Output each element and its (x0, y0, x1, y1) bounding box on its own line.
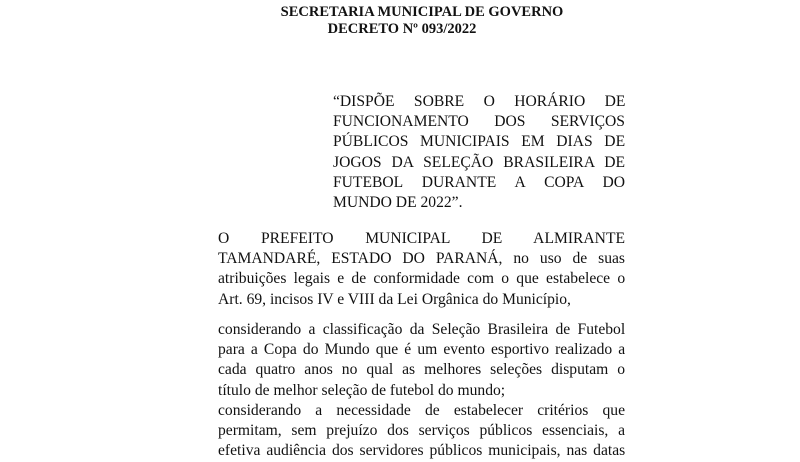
considerando-paragraph-1 (218, 320, 625, 401)
paragraph-line: cada quatro anos no qual as melhores seleções disputam o (218, 361, 625, 379)
summary-line: PÚBLICOS MUNICIPAIS EM DIAS DE (333, 133, 626, 151)
paragraph-line: TAMANDARÉ, ESTADO DO PARANÁ, no uso de suas (218, 250, 625, 268)
paragraph-line: efetiva audiência dos servidores públicos municipais, nas datas (218, 442, 626, 460)
paragraph-line: atribuições legais e de conformidade com o que estabelece o (218, 270, 626, 288)
summary-line: MUNDO DE 2022”. (333, 194, 463, 212)
paragraph-line: O PREFEITO MUNICIPAL DE ALMIRANTE (218, 230, 625, 247)
decree-summary (333, 92, 625, 213)
paragraph-line: título de melhor seleção de futebol do mundo; (218, 381, 506, 399)
decreto-number: DECRETO Nº 093/2022 (327, 21, 477, 37)
secretaria-title: SECRETARIA MUNICIPAL DE GOVERNO (280, 4, 564, 20)
paragraph-line: considerando a classificação da Seleção Brasileira de Futebol (218, 321, 626, 338)
document-header (0, 4, 800, 38)
considerando-paragraph-2 (218, 401, 625, 462)
summary-line: FUTEBOL DURANTE A COPA DO (333, 173, 626, 191)
summary-line: JOGOS DA SELEÇÃO BRASILEIRA DE (333, 153, 625, 171)
paragraph-line: considerando a necessidade de estabelecer critérios que (218, 402, 625, 419)
summary-line: FUNCIONAMENTO DOS SERVIÇOS (333, 113, 625, 131)
paragraph-line: Art. 69, incisos IV e VIII da Lei Orgânica do Município, (218, 290, 571, 308)
paragraph-line: para a Copa do Mundo que é um evento esportivo realizado a (218, 341, 626, 359)
preamble-paragraph (218, 229, 625, 310)
paragraph-line: permitam, sem prejuízo dos serviços públicos essenciais, a (218, 422, 625, 440)
summary-line: “DISPÕE SOBRE O HORÁRIO DE (333, 93, 626, 110)
